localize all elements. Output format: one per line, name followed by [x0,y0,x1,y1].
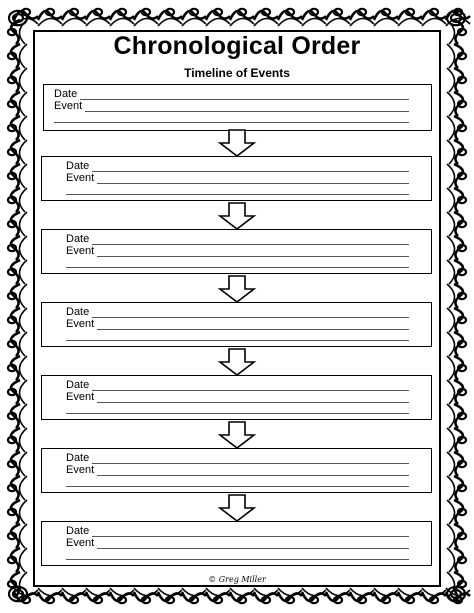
event-box-6 [41,448,432,493]
event-label: Event [66,172,95,184]
down-arrow-icon [217,421,257,451]
date-line [66,525,409,537]
date-blank[interactable] [92,235,409,245]
event-label: Event [66,391,95,403]
event-label: Event [66,245,95,257]
date-line [54,88,409,100]
event-box-7 [41,521,432,566]
event-line [66,537,409,549]
event-blank-extra[interactable] [66,413,409,414]
date-line [66,452,409,464]
date-label: Date [66,160,90,172]
down-arrow-icon [217,494,257,524]
event-label: Event [66,464,95,476]
date-blank[interactable] [92,454,409,464]
date-blank[interactable] [80,90,409,100]
event-label: Event [66,537,95,549]
down-arrow-icon [217,275,257,305]
event-box-3 [41,229,432,274]
date-label: Date [66,233,90,245]
event-blank-extra[interactable] [66,559,409,560]
date-blank[interactable] [92,308,409,318]
date-line [66,379,409,391]
page-subtitle: Timeline of Events [184,66,290,80]
event-blank-extra[interactable] [54,122,409,123]
event-blank-extra[interactable] [66,267,409,268]
event-blank[interactable] [97,393,409,403]
event-line [66,318,409,330]
event-blank-extra[interactable] [66,486,409,487]
event-box-5 [41,375,432,420]
event-box-1 [43,84,432,131]
down-arrow-icon [217,202,257,232]
date-label: Date [54,88,78,100]
event-blank-extra[interactable] [66,194,409,195]
date-label: Date [66,379,90,391]
date-line [66,160,409,172]
down-arrow-icon [217,129,257,159]
date-label: Date [66,525,90,537]
event-line [54,100,409,112]
event-line [66,172,409,184]
date-line [66,306,409,318]
event-label: Event [54,100,83,112]
date-blank[interactable] [92,162,409,172]
copyright-notice: © Greg Miller [208,575,266,584]
date-blank[interactable] [92,527,409,537]
event-line [66,391,409,403]
event-blank[interactable] [97,466,409,476]
event-line [66,245,409,257]
down-arrow-icon [217,348,257,378]
event-box-4 [41,302,432,347]
event-blank[interactable] [97,320,409,330]
event-blank-extra[interactable] [66,340,409,341]
event-blank[interactable] [97,174,409,184]
date-blank[interactable] [92,381,409,391]
date-label: Date [66,452,90,464]
event-blank[interactable] [85,102,409,112]
date-label: Date [66,306,90,318]
date-line [66,233,409,245]
event-label: Event [66,318,95,330]
event-line [66,464,409,476]
event-box-2 [41,156,432,201]
page-title: Chronological Order [113,32,361,60]
event-blank[interactable] [97,247,409,257]
event-blank[interactable] [97,539,409,549]
